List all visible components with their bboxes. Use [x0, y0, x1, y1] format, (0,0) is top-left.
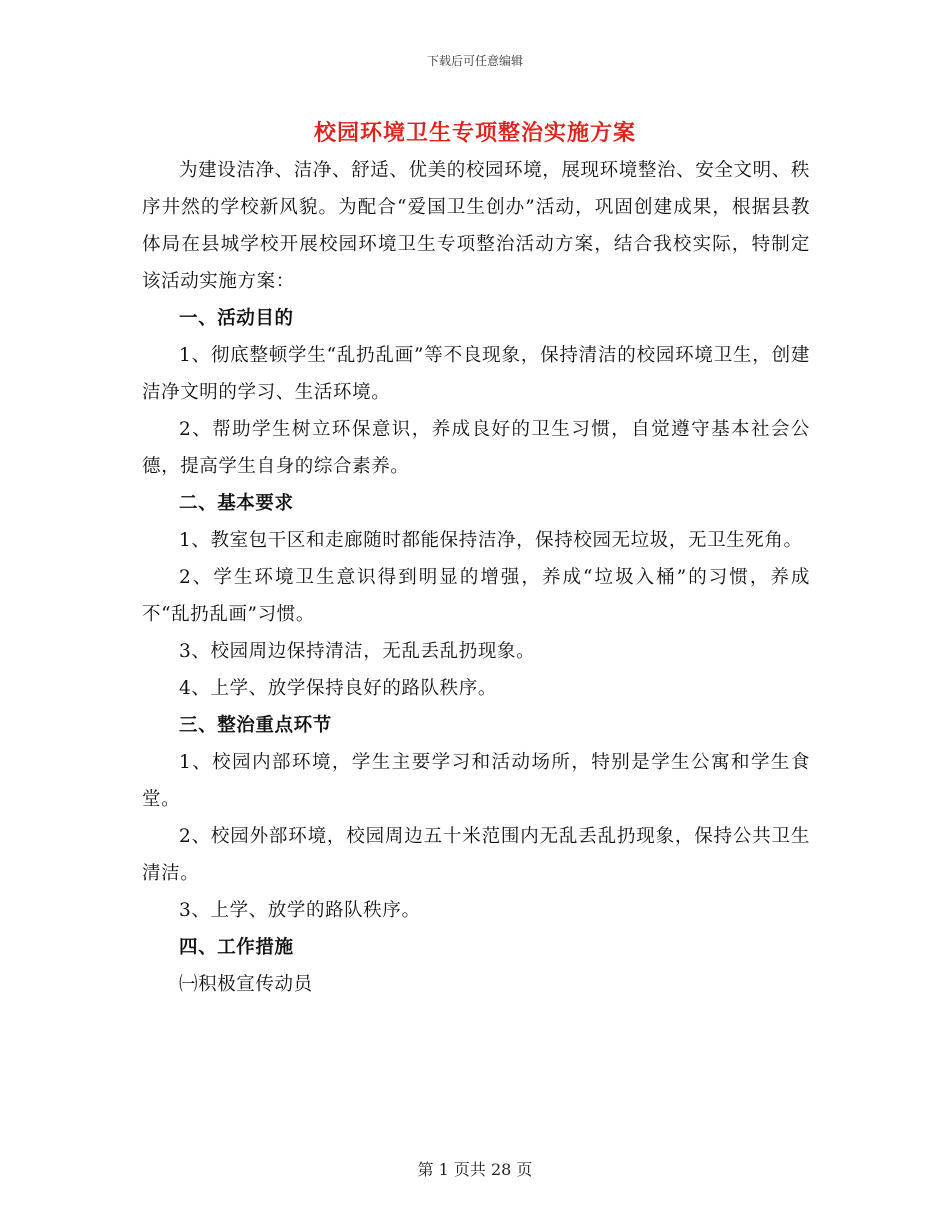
objective-item-2: 2、帮助学生树立环保意识，养成良好的卫生习惯，自觉遵守基本社会公德，提高学生自身的综合素养。	[142, 419, 810, 477]
key-area-item-2: 2、校园外部环境，校园周边五十米范围内无乱丢乱扔现象，保持公共卫生清洁。	[142, 826, 810, 884]
intro-paragraph: 为建设洁净、洁净、舒适、优美的校园环境，展现环境整治、安全文明、秩序井然的学校新风貌。为配合“爱国卫生创办”活动，巩固创建成果，根据县教体局在县城学校开展校园环境卫生专项整治活动方案，结合我校实际，特制定该活动实施方案：	[142, 160, 810, 292]
requirement-item-2: 2、学生环境卫生意识得到明显的增强，养成“垃圾入桶”的习惯，养成不“乱扔乱画”习惯。	[142, 567, 810, 625]
key-area-item-1: 1、校园内部环境，学生主要学习和活动场所，特别是学生公寓和学生食堂。	[142, 752, 810, 810]
section-heading-measures: 四、工作措施	[179, 937, 294, 958]
page-footer: 第 1 页共 28 页	[417, 1160, 533, 1179]
requirement-item-4: 4、上学、放学保持良好的路队秩序。	[179, 678, 497, 699]
measure-item-1: ㈠积极宣传动员	[179, 974, 313, 995]
document-body	[142, 152, 810, 1003]
section-heading-objectives: 一、活动目的	[179, 308, 294, 329]
key-area-item-3: 3、上学、放学的路队秩序。	[179, 900, 421, 921]
page-header: 下载后可任意编辑	[426, 54, 523, 68]
document-title: 校园环境卫生专项整治实施方案	[313, 120, 636, 146]
requirement-item-3: 3、校园周边保持清洁，无乱丢乱扔现象。	[179, 641, 536, 662]
requirement-item-1: 1、教室包干区和走廊随时都能保持洁净，保持校园无垃圾，无卫生死角。	[179, 530, 803, 551]
objective-item-1: 1、彻底整顿学生“乱扔乱画”等不良现象，保持清洁的校园环境卫生，创建洁净文明的学习、生活环境。	[142, 345, 810, 403]
section-heading-requirements: 二、基本要求	[179, 493, 294, 514]
section-heading-key-areas: 三、整治重点环节	[179, 715, 332, 736]
